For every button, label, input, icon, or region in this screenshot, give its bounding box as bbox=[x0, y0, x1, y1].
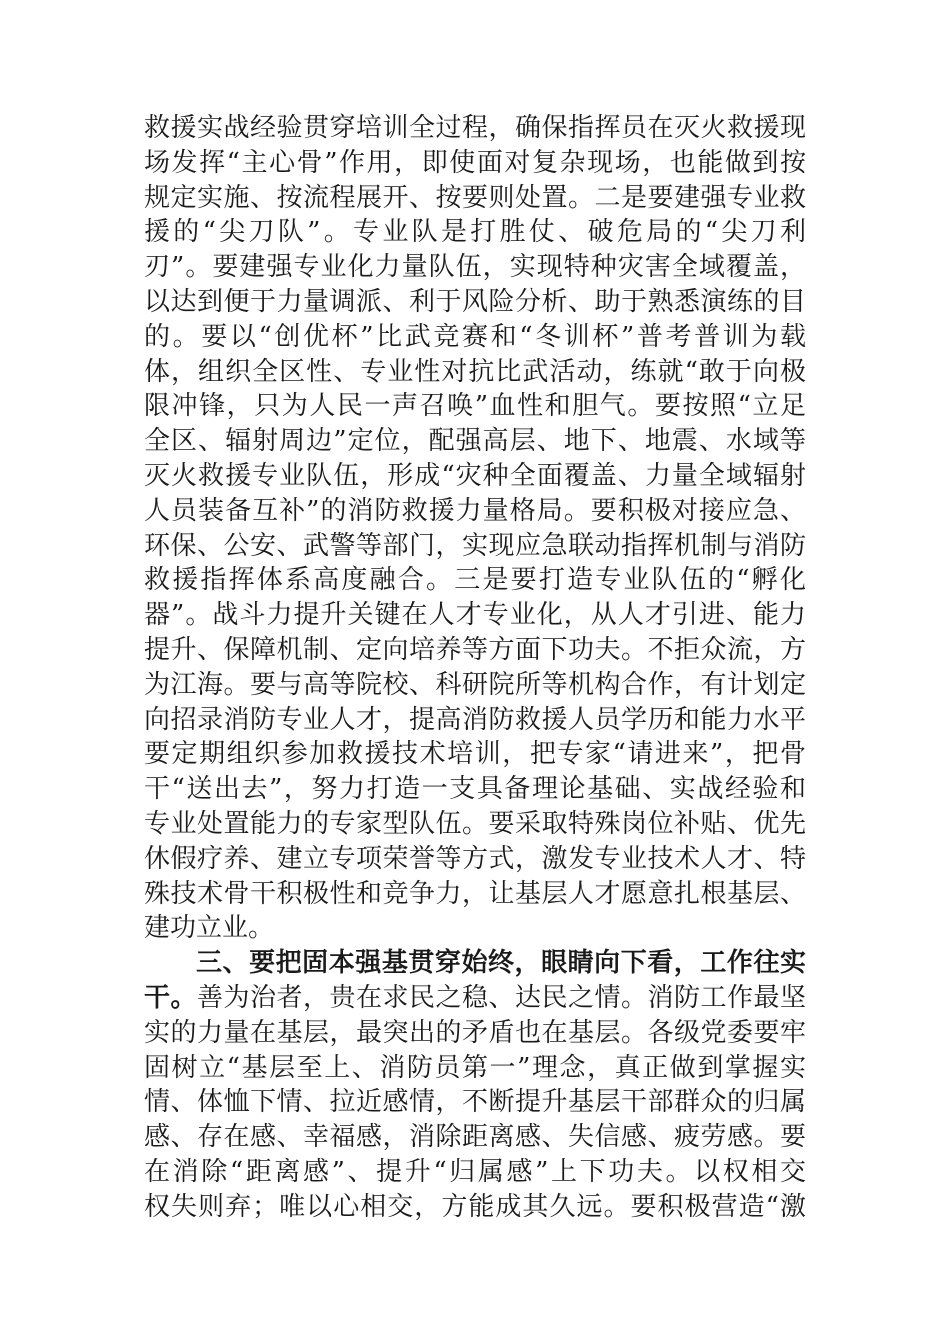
text-line: 环保、公安、武警等部门，实现应急联动指挥机制与消防 bbox=[144, 530, 806, 561]
text-line: 在消除“距离感”、提升“归属感”上下功夫。以权相交 bbox=[144, 1156, 806, 1187]
text-line: 要定期组织参加救援技术培训，把专家“请进来”，把骨 bbox=[144, 739, 806, 770]
text-line: 救援指挥体系高度融合。三是要打造专业队伍的“孵化 bbox=[144, 565, 806, 596]
text-line: 灭火救援专业队伍，形成“灾种全面覆盖、力量全域辐射 bbox=[144, 460, 806, 491]
text-line: 殊技术骨干积极性和竞争力，让基层人才愿意扎根基层、 bbox=[144, 878, 806, 909]
text-line: 人员装备互补”的消防救援力量格局。要积极对接应急、 bbox=[144, 495, 806, 526]
paragraph-1 bbox=[144, 111, 806, 946]
text-line: 器”。战斗力提升关键在人才专业化，从人才引进、能力 bbox=[144, 600, 806, 631]
text-line: 的。要以“创优杯”比武竞赛和“冬训杯”普考普训为载 bbox=[144, 321, 806, 352]
text-line: 感、存在感、幸福感，消除距离感、失信感、疲劳感。要 bbox=[144, 1122, 806, 1153]
text-line: 向招录消防专业人才，提高消防救援人员学历和能力水平 bbox=[144, 704, 806, 735]
text-line bbox=[144, 981, 806, 1016]
section-heading: 三、要把固本强基贯穿始终，眼睛向下看，工作往实 bbox=[196, 948, 806, 979]
text-line: 固树立“基层至上、消防员第一”理念，真正做到掌握实 bbox=[144, 1052, 806, 1083]
text-line: 救援实战经验贯穿培训全过程，确保指挥员在灭火救援现 bbox=[144, 113, 806, 143]
text-segment: 善为治者，贵在求民之稳、达民之情。消防工作最坚 bbox=[197, 982, 806, 1013]
text-line: 专业处置能力的专家型队伍。要采取特殊岗位补贴、优先 bbox=[144, 808, 806, 839]
text-line: 全区、辐射周边”定位，配强高层、地下、地震、水域等 bbox=[144, 426, 806, 457]
text-line: 情、体恤下情、拉近感情，不断提升基层干部群众的归属 bbox=[144, 1087, 806, 1118]
text-line: 建功立业。 bbox=[144, 913, 275, 944]
text-line: 权失则弃；唯以心相交，方能成其久远。要积极营造“激 bbox=[144, 1191, 806, 1222]
text-line: 以达到便于力量调派、利于风险分析、助于熟悉演练的目 bbox=[144, 286, 806, 317]
text-line: 实的力量在基层，最突出的矛盾也在基层。各级党委要牢 bbox=[144, 1017, 806, 1048]
text-line: 刃”。要建强专业化力量队伍，实现特种灾害全域覆盖， bbox=[144, 252, 806, 283]
text-line: 休假疗养、建立专项荣誉等方式，激发专业技术人才、特 bbox=[144, 843, 806, 874]
text-line: 规定实施、按流程展开、按要则处置。二是要建强专业救 bbox=[144, 182, 806, 213]
section-heading-end: 干。 bbox=[144, 982, 197, 1013]
text-line: 干“送出去”，努力打造一支具备理论基础、实战经验和 bbox=[144, 774, 806, 805]
text-line: 提升、保障机制、定向培养等方面下功夫。不拒众流，方 bbox=[144, 634, 806, 665]
text-line: 援的“尖刀队”。专业队是打胜仗、破危局的“尖刀利 bbox=[144, 217, 806, 248]
text-line: 体，组织全区性、专业性对抗比武活动，练就“敢于向极 bbox=[144, 356, 806, 387]
text-line: 场发挥“主心骨”作用，即使面对复杂现场，也能做到按 bbox=[144, 147, 806, 178]
document-page bbox=[144, 111, 806, 1225]
text-line: 为江海。要与高等院校、科研院所等机构合作，有计划定 bbox=[144, 669, 806, 700]
text-line: 限冲锋，只为人民一声召唤”血性和胆气。要按照“立足 bbox=[144, 391, 806, 422]
paragraph-2 bbox=[144, 946, 806, 1224]
